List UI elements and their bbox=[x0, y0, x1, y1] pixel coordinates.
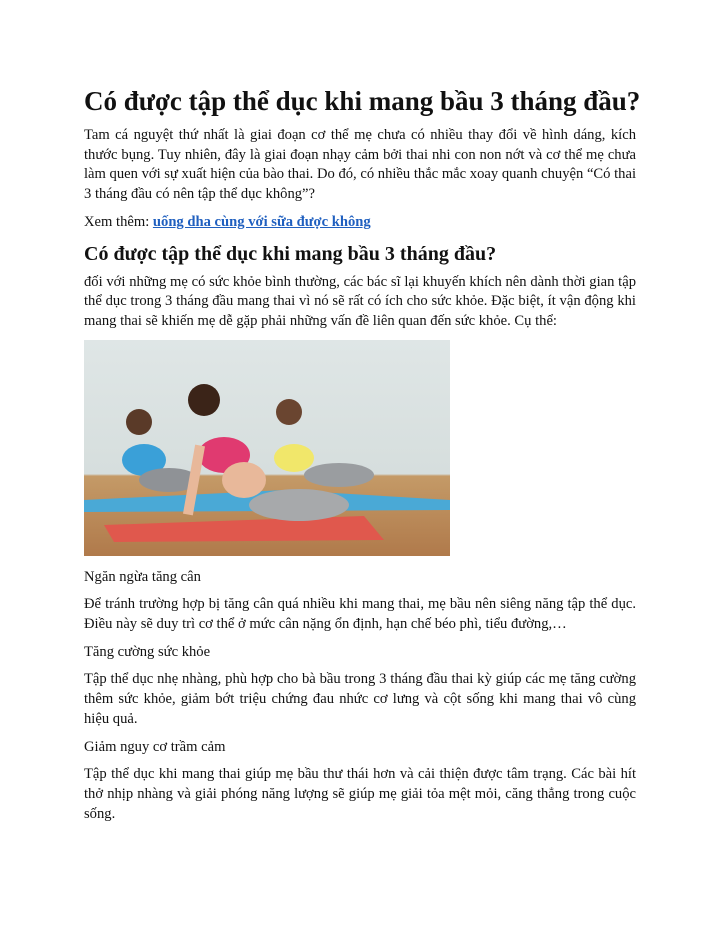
page-title: Có được tập thể dục khi mang bầu 3 tháng đầu? bbox=[84, 86, 641, 116]
section-heading: Có được tập thể dục khi mang bầu 3 tháng đầu? bbox=[84, 242, 497, 265]
see-more-label: Xem thêm: bbox=[84, 213, 153, 230]
benefit-heading: Giảm nguy cơ trầm cảm bbox=[84, 738, 226, 755]
photo-illustration bbox=[84, 340, 450, 556]
intro-paragraph: Tam cá nguyệt thứ nhất là giai đoạn cơ thể mẹ chưa có nhiều thay đổi về hình dáng, kích thước bụng. Tuy nhiên, đây là giai đoạn nhạy cảm bởi thai nhi con non nớt và cơ thể mẹ chưa làm quen với sự xuất hiện của bào thai. Do đó, có nhiều thắc mắc xoay quanh chuyện “Có thai 3 tháng đầu có nên tập thể dục không”? bbox=[84, 127, 636, 203]
section-intro: đối với những mẹ có sức khỏe bình thường, các bác sĩ lại khuyến khích nên dành thời gian tập thể dục trong 3 tháng đầu mang thai vì nó sẽ rất có ích cho sức khỏe. Đặc biệt, ít vận động khi mang thai sẽ khiến mẹ dễ gặp phải những vấn đề liên quan đến sức khỏe. Cụ thể: bbox=[84, 273, 636, 329]
benefit-heading: Ngăn ngừa tăng cân bbox=[84, 568, 201, 585]
benefit-text: Để tránh trường hợp bị tăng cân quá nhiều khi mang thai, mẹ bầu nên siêng năng tập thể dục. Điều này sẽ duy trì cơ thể ở mức cân nặng ổn định, hạn chế béo phì, tiểu đường,… bbox=[84, 596, 636, 633]
benefit-text: Tập thể dục nhẹ nhàng, phù hợp cho bà bầu trong 3 tháng đầu thai kỳ giúp các mẹ tăng cường thêm sức khỏe, giảm bớt triệu chứng đau nhức cơ lưng và cột sống khi mang thai vô cùng hiệu quả. bbox=[84, 671, 636, 727]
see-more-link[interactable]: uống dha cùng với sữa được không bbox=[152, 213, 371, 230]
pregnant-yoga-photo bbox=[84, 340, 450, 556]
benefit-heading: Tăng cường sức khỏe bbox=[84, 643, 211, 660]
see-more bbox=[84, 213, 636, 233]
benefit-text: Tập thể dục khi mang thai giúp mẹ bầu thư thái hơn và cải thiện được tâm trạng. Các bài hít thở nhịp nhàng và giải phóng năng lượng sẽ giúp mẹ giải tỏa mệt mỏi, căng thẳng trong cuộc sống. bbox=[84, 766, 636, 822]
document-page bbox=[84, 84, 641, 832]
benefit-list bbox=[84, 568, 636, 825]
